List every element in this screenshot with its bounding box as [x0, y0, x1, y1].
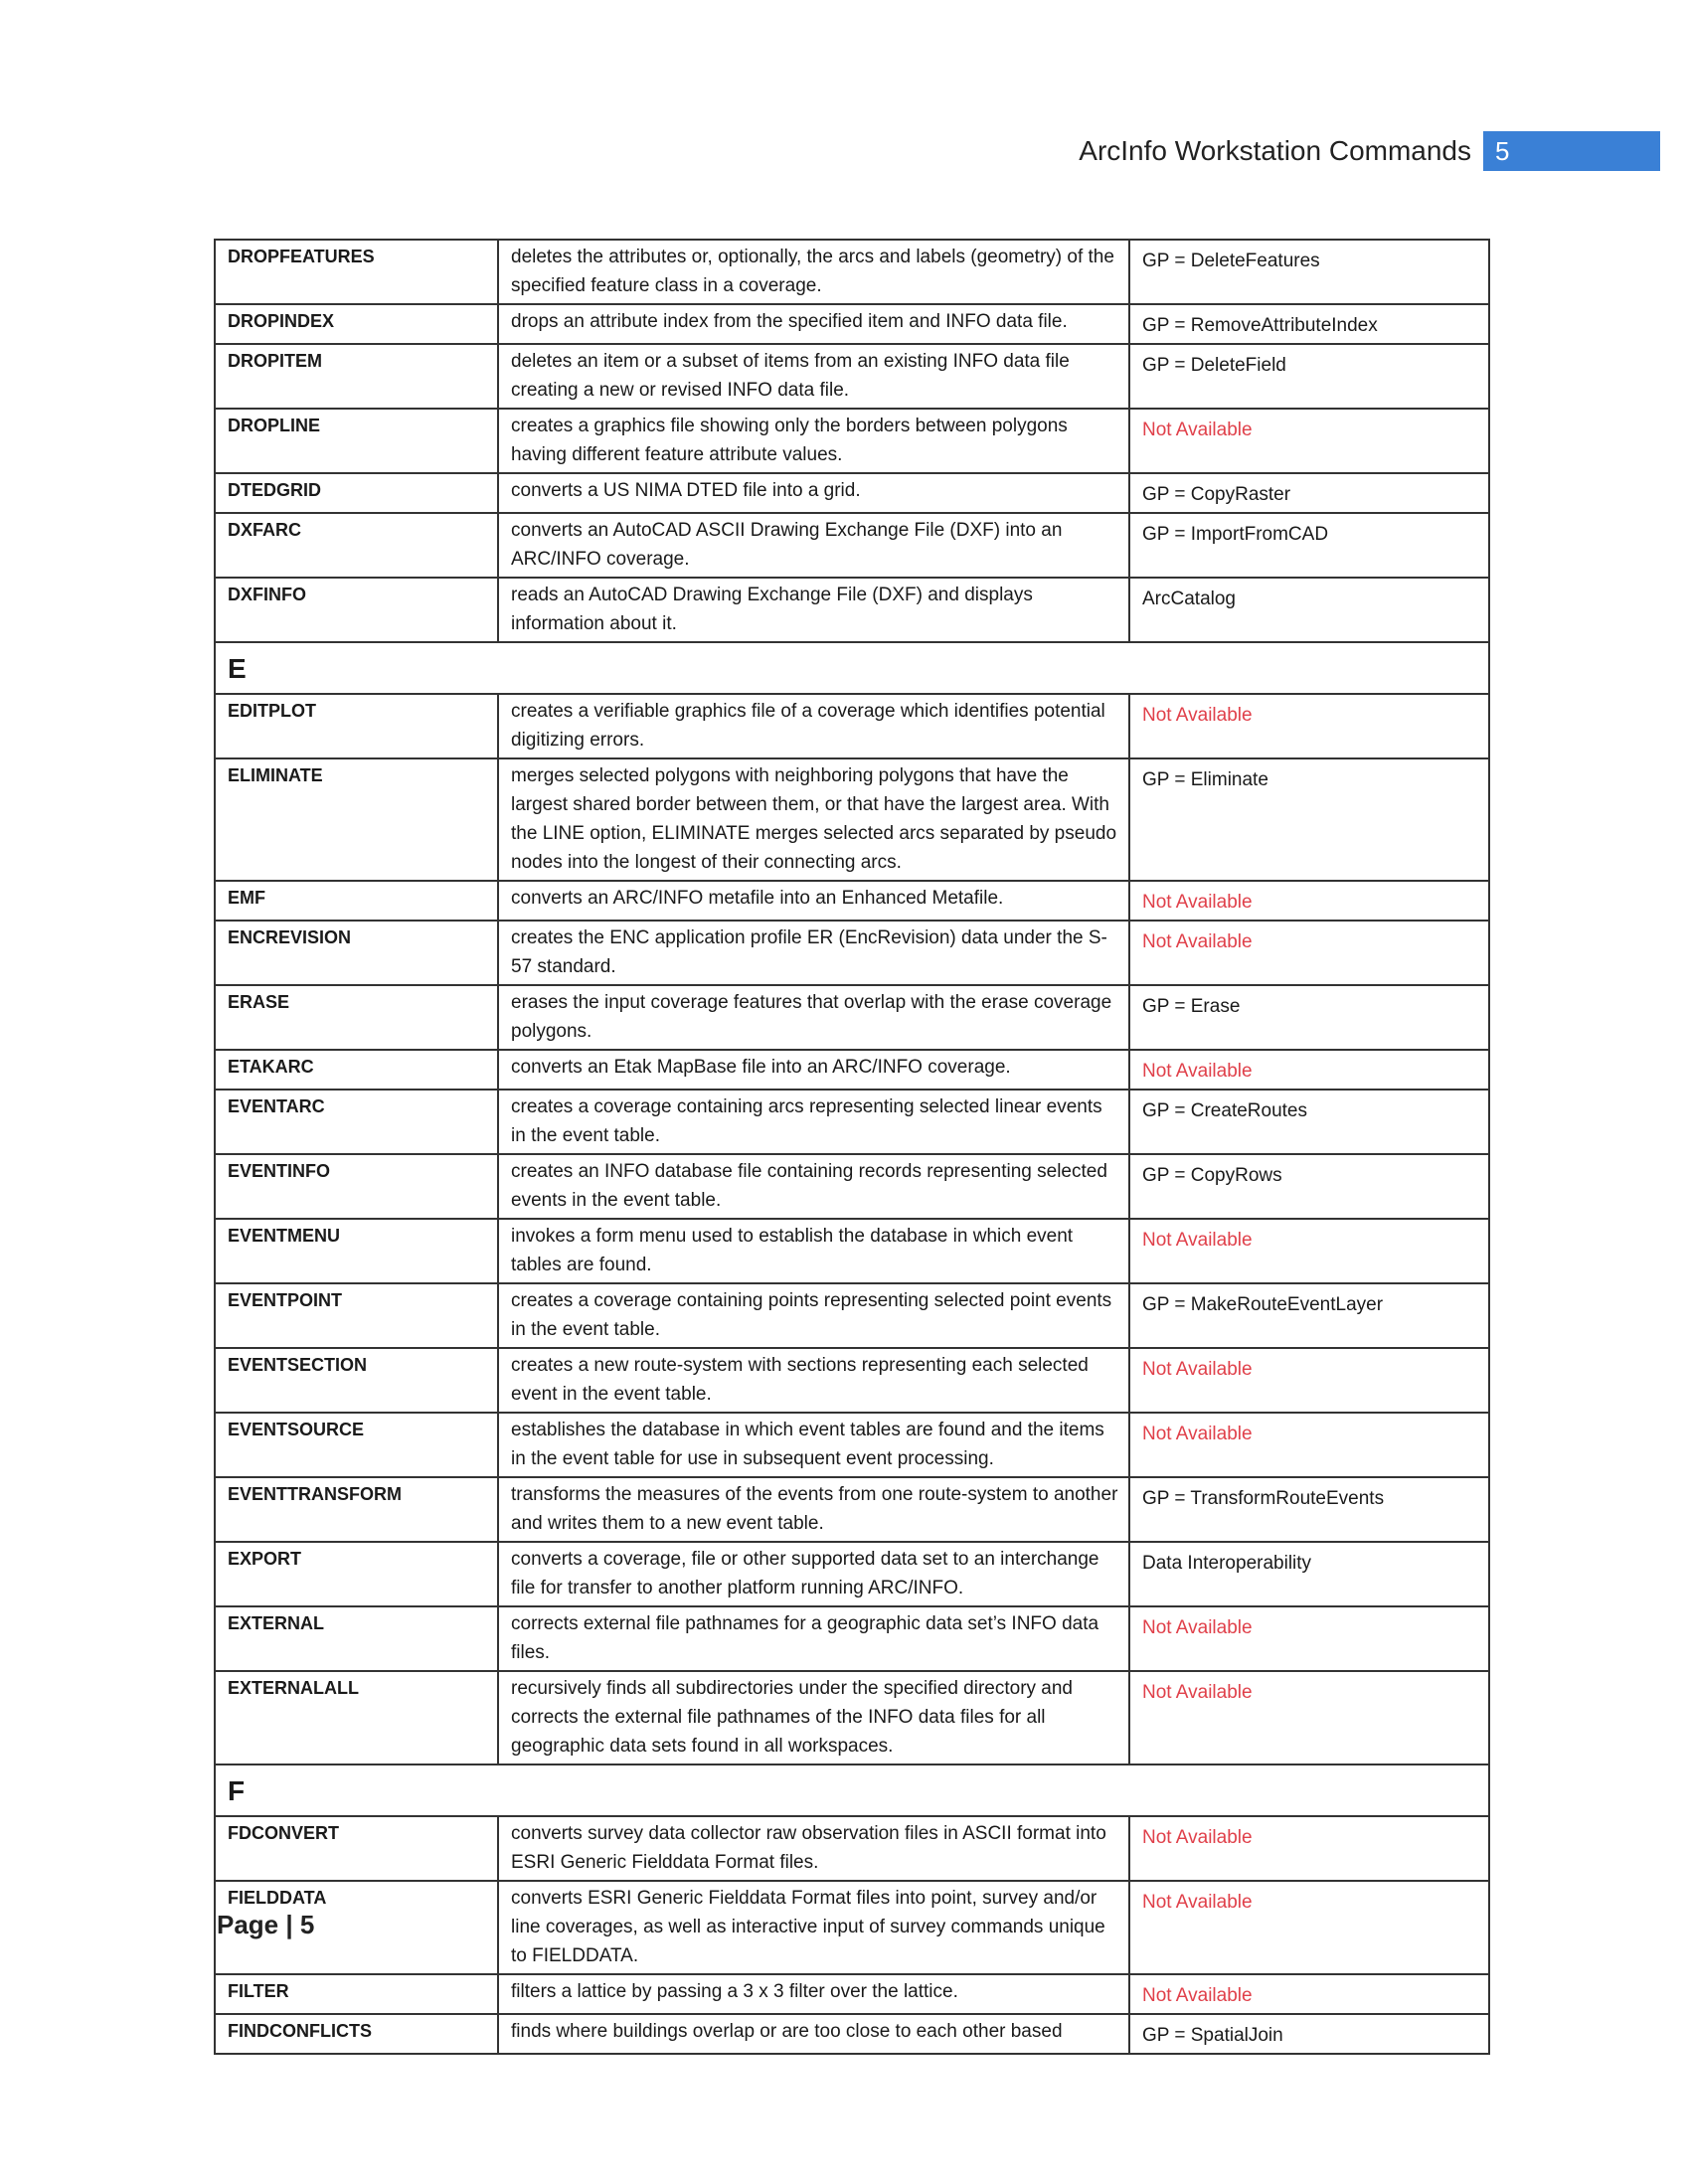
- command-description: creates the ENC application profile ER (EncRevision) data under the S-57 standard.: [498, 921, 1129, 985]
- table-row: [215, 304, 1489, 344]
- command-description: establishes the database in which event tables are found and the items in the event table for use in subsequent event processing.: [498, 1413, 1129, 1477]
- command-description: converts survey data collector raw observation files in ASCII format into ESRI Generic Fielddata Format files.: [498, 1816, 1129, 1881]
- table-row: [215, 1219, 1489, 1283]
- command-name: DXFINFO: [215, 578, 498, 642]
- gp-equivalent: Not Available: [1129, 1974, 1489, 2014]
- command-name: EXTERNAL: [215, 1606, 498, 1671]
- command-description: corrects external file pathnames for a geographic data set’s INFO data files.: [498, 1606, 1129, 1671]
- command-name: ETAKARC: [215, 1050, 498, 1090]
- table-row: [215, 2014, 1489, 2054]
- command-name: EVENTSECTION: [215, 1348, 498, 1413]
- table-row: [215, 1090, 1489, 1154]
- command-description: converts ESRI Generic Fielddata Format files into point, survey and/or line coverages, as well as interactive input of survey commands unique to FIELDDATA.: [498, 1881, 1129, 1974]
- command-name: EXTERNALALL: [215, 1671, 498, 1764]
- table-row: [215, 694, 1489, 758]
- table-row: [215, 1413, 1489, 1477]
- gp-equivalent: GP = SpatialJoin: [1129, 2014, 1489, 2054]
- gp-equivalent: Not Available: [1129, 1606, 1489, 1671]
- command-description: transforms the measures of the events from one route-system to another and writes them to a new event table.: [498, 1477, 1129, 1542]
- table-row: [215, 881, 1489, 921]
- table-row: [215, 473, 1489, 513]
- command-name: EVENTARC: [215, 1090, 498, 1154]
- section-letter: F: [215, 1764, 1489, 1816]
- section-letter: E: [215, 642, 1489, 694]
- command-name: DXFARC: [215, 513, 498, 578]
- gp-equivalent: Not Available: [1129, 1671, 1489, 1764]
- command-name: FDCONVERT: [215, 1816, 498, 1881]
- command-name: DROPITEM: [215, 344, 498, 409]
- page-footer: Page | 5: [217, 1910, 315, 1939]
- table-row: [215, 1348, 1489, 1413]
- command-name: FILTER: [215, 1974, 498, 2014]
- gp-equivalent: GP = DeleteFeatures: [1129, 240, 1489, 304]
- command-description: drops an attribute index from the specified item and INFO data file.: [498, 304, 1129, 344]
- gp-equivalent: Not Available: [1129, 694, 1489, 758]
- command-name: DROPFEATURES: [215, 240, 498, 304]
- command-name: DTEDGRID: [215, 473, 498, 513]
- gp-equivalent: ArcCatalog: [1129, 578, 1489, 642]
- gp-equivalent: GP = Eliminate: [1129, 758, 1489, 881]
- command-description: deletes the attributes or, optionally, the arcs and labels (geometry) of the specified feature class in a coverage.: [498, 240, 1129, 304]
- command-description: creates a graphics file showing only the borders between polygons having different feature attribute values.: [498, 409, 1129, 473]
- command-description: finds where buildings overlap or are too close to each other based: [498, 2014, 1129, 2054]
- section-header-row: [215, 1764, 1489, 1816]
- command-name: ENCREVISION: [215, 921, 498, 985]
- command-description: invokes a form menu used to establish the database in which event tables are found.: [498, 1219, 1129, 1283]
- command-name: EVENTSOURCE: [215, 1413, 498, 1477]
- table-row: [215, 921, 1489, 985]
- gp-equivalent: Not Available: [1129, 1050, 1489, 1090]
- commands-table-body: [215, 240, 1489, 2054]
- command-name: ERASE: [215, 985, 498, 1050]
- command-name: EMF: [215, 881, 498, 921]
- command-description: reads an AutoCAD Drawing Exchange File (DXF) and displays information about it.: [498, 578, 1129, 642]
- command-description: creates a new route-system with sections representing each selected event in the event table.: [498, 1348, 1129, 1413]
- gp-equivalent: GP = RemoveAttributeIndex: [1129, 304, 1489, 344]
- gp-equivalent: GP = Erase: [1129, 985, 1489, 1050]
- page-header: [994, 131, 1660, 171]
- gp-equivalent: GP = ImportFromCAD: [1129, 513, 1489, 578]
- gp-equivalent: Not Available: [1129, 1219, 1489, 1283]
- section-header-row: [215, 642, 1489, 694]
- table-row: [215, 240, 1489, 304]
- command-name: EXPORT: [215, 1542, 498, 1606]
- command-name: EVENTMENU: [215, 1219, 498, 1283]
- gp-equivalent: Not Available: [1129, 921, 1489, 985]
- table-row: [215, 1816, 1489, 1881]
- command-description: merges selected polygons with neighboring polygons that have the largest shared border between them, or that have the largest area. With the LINE option, ELIMINATE merges selected arcs separated by pseudo nodes into the longest of their connecting arcs.: [498, 758, 1129, 881]
- command-name: ELIMINATE: [215, 758, 498, 881]
- table-row: [215, 758, 1489, 881]
- gp-equivalent: Not Available: [1129, 881, 1489, 921]
- command-description: converts a US NIMA DTED file into a grid.: [498, 473, 1129, 513]
- header-title: ArcInfo Workstation Commands: [1079, 135, 1471, 166]
- command-description: converts an ARC/INFO metafile into an Enhanced Metafile.: [498, 881, 1129, 921]
- table-row: [215, 513, 1489, 578]
- command-description: creates a coverage containing points representing selected point events in the event table.: [498, 1283, 1129, 1348]
- gp-equivalent: Not Available: [1129, 1348, 1489, 1413]
- command-description: recursively finds all subdirectories under the specified directory and corrects the external file pathnames of the INFO data files for all geographic data sets found in all workspaces.: [498, 1671, 1129, 1764]
- gp-equivalent: GP = DeleteField: [1129, 344, 1489, 409]
- command-description: creates an INFO database file containing records representing selected events in the event table.: [498, 1154, 1129, 1219]
- command-description: creates a coverage containing arcs representing selected linear events in the event table.: [498, 1090, 1129, 1154]
- table-row: [215, 1154, 1489, 1219]
- gp-equivalent: GP = CreateRoutes: [1129, 1090, 1489, 1154]
- gp-equivalent: GP = CopyRaster: [1129, 473, 1489, 513]
- gp-equivalent: Not Available: [1129, 1413, 1489, 1477]
- command-description: deletes an item or a subset of items from an existing INFO data file creating a new or revised INFO data file.: [498, 344, 1129, 409]
- gp-equivalent: Not Available: [1129, 1816, 1489, 1881]
- gp-equivalent: Not Available: [1129, 1881, 1489, 1974]
- command-name: EVENTTRANSFORM: [215, 1477, 498, 1542]
- command-description: converts a coverage, file or other supported data set to an interchange file for transfer to another platform running ARC/INFO.: [498, 1542, 1129, 1606]
- gp-equivalent: Not Available: [1129, 409, 1489, 473]
- table-row: [215, 409, 1489, 473]
- table-row: [215, 1542, 1489, 1606]
- command-description: filters a lattice by passing a 3 x 3 filter over the lattice.: [498, 1974, 1129, 2014]
- table-row: [215, 1974, 1489, 2014]
- command-name: DROPLINE: [215, 409, 498, 473]
- command-name: FIELDDATA: [215, 1881, 498, 1974]
- command-name: EVENTPOINT: [215, 1283, 498, 1348]
- table-row: [215, 1881, 1489, 1974]
- table-row: [215, 1283, 1489, 1348]
- gp-equivalent: Data Interoperability: [1129, 1542, 1489, 1606]
- command-description: creates a verifiable graphics file of a coverage which identifies potential digitizing errors.: [498, 694, 1129, 758]
- command-description: converts an AutoCAD ASCII Drawing Exchange File (DXF) into an ARC/INFO coverage.: [498, 513, 1129, 578]
- command-name: FINDCONFLICTS: [215, 2014, 498, 2054]
- gp-equivalent: GP = TransformRouteEvents: [1129, 1477, 1489, 1542]
- command-description: erases the input coverage features that overlap with the erase coverage polygons.: [498, 985, 1129, 1050]
- command-description: converts an Etak MapBase file into an ARC/INFO coverage.: [498, 1050, 1129, 1090]
- gp-equivalent: GP = CopyRows: [1129, 1154, 1489, 1219]
- gp-equivalent: GP = MakeRouteEventLayer: [1129, 1283, 1489, 1348]
- table-row: [215, 1671, 1489, 1764]
- table-row: [215, 578, 1489, 642]
- table-row: [215, 985, 1489, 1050]
- header-page-number: 5: [1483, 131, 1660, 171]
- commands-table: [214, 239, 1490, 2055]
- command-name: DROPINDEX: [215, 304, 498, 344]
- command-name: EVENTINFO: [215, 1154, 498, 1219]
- command-name: EDITPLOT: [215, 694, 498, 758]
- table-row: [215, 344, 1489, 409]
- table-row: [215, 1477, 1489, 1542]
- table-row: [215, 1606, 1489, 1671]
- table-row: [215, 1050, 1489, 1090]
